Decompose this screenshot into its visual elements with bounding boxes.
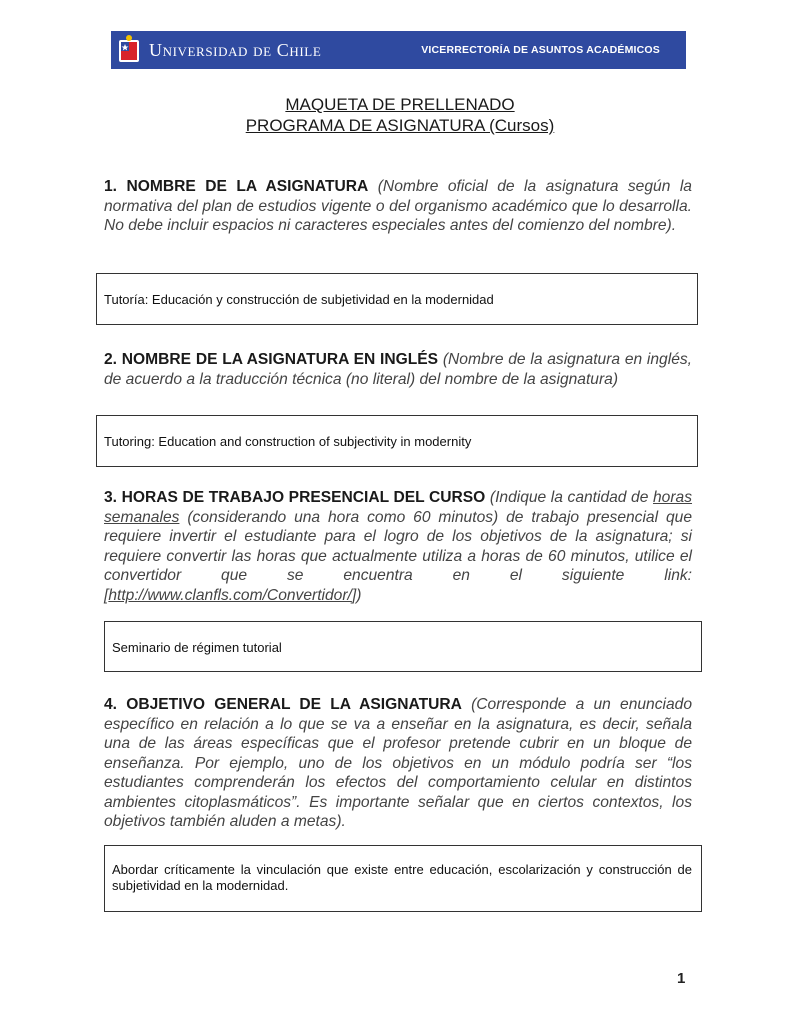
convertidor-link[interactable]: http://www.clanfls.com/Convertidor/: [108, 586, 352, 604]
horas-semanales-text: horas semanales: [104, 489, 693, 526]
document-subtitle: PROGRAMA DE ASIGNATURA (Cursos): [245, 116, 555, 135]
page-number: 1: [677, 970, 686, 987]
section-1-answer: Tutoría: Educación y construcción de subjetividad en la modernidad: [104, 292, 494, 307]
section-4-answer-box: [104, 845, 702, 912]
section-4-heading: [104, 695, 692, 832]
section-2-answer-box: [96, 415, 698, 467]
section-1-answer-box: [96, 273, 698, 325]
university-name: Universidad de Chile: [149, 40, 322, 60]
section-2-heading: [104, 350, 692, 389]
section-1-description: (Nombre oficial de la asignatura según la normativa del plan de estudios vigente o del organismo académico que lo desarrolla. No debe incluir espacios ni caracteres especiales antes del comienzo del nombre).: [104, 178, 692, 234]
section-3-answer: Seminario de régimen tutorial: [112, 640, 282, 655]
section-3-answer-box: [104, 621, 702, 672]
university-crest-icon: [117, 34, 141, 65]
header-banner: [111, 31, 686, 69]
section-2-description: (Nombre de la asignatura en inglés, de acuerdo a la traducción técnica (no literal) del nombre de la asignatura): [104, 351, 693, 388]
section-3-heading: [104, 488, 692, 605]
section-4-description: (Corresponde a un enunciado específico en relación a lo que se va a enseñar en la asignatura, es decir, señala una de las áreas específicas que el profesor pretende cubrir en un bloque de enseñanza. Por ejemplo, uno de los objetivos en un módulo podría ser “los estudiantes comprenderán los efectos del comportamiento celular en distintos ambientes citoplasmáticos”. Es importante señalar que en ciertos contextos, los objetivos también aluden a metas).: [104, 696, 692, 830]
vicerrectoria-label: VICERRECTORÍA DE ASUNTOS ACADÉMICOS: [421, 44, 660, 56]
section-3-description-middle: (considerando una hora como 60 minutos) de trabajo presencial que requiere invertir el estudiante para el logro de los objetivos de la asignatura; si requiere convertir las horas que actualmente utiliza a horas de 60 minutos, utilice el convertidor que se encuentra en el siguiente link: [: [104, 508, 692, 604]
document-title: MAQUETA DE PRELLENADO: [285, 95, 515, 114]
section-3-description-end: ]): [351, 586, 362, 604]
section-4-answer: Abordar críticamente la vinculación que existe entre educación, escolarización y construcción de subjetividad en la modernidad.: [112, 862, 692, 893]
section-1-heading: [104, 177, 692, 236]
section-4-title: 4. OBJETIVO GENERAL DE LA ASIGNATURA: [104, 696, 462, 713]
section-2-title: 2. NOMBRE DE LA ASIGNATURA EN INGLÉS: [104, 351, 439, 368]
section-3-title: 3. HORAS DE TRABAJO PRESENCIAL DEL CURSO: [104, 489, 486, 506]
section-2-answer: Tutoring: Education and construction of subjectivity in modernity: [104, 434, 472, 449]
section-3-description-start: (Indique la cantidad de: [489, 489, 649, 506]
section-1-title: 1. NOMBRE DE LA ASIGNATURA: [104, 178, 369, 195]
